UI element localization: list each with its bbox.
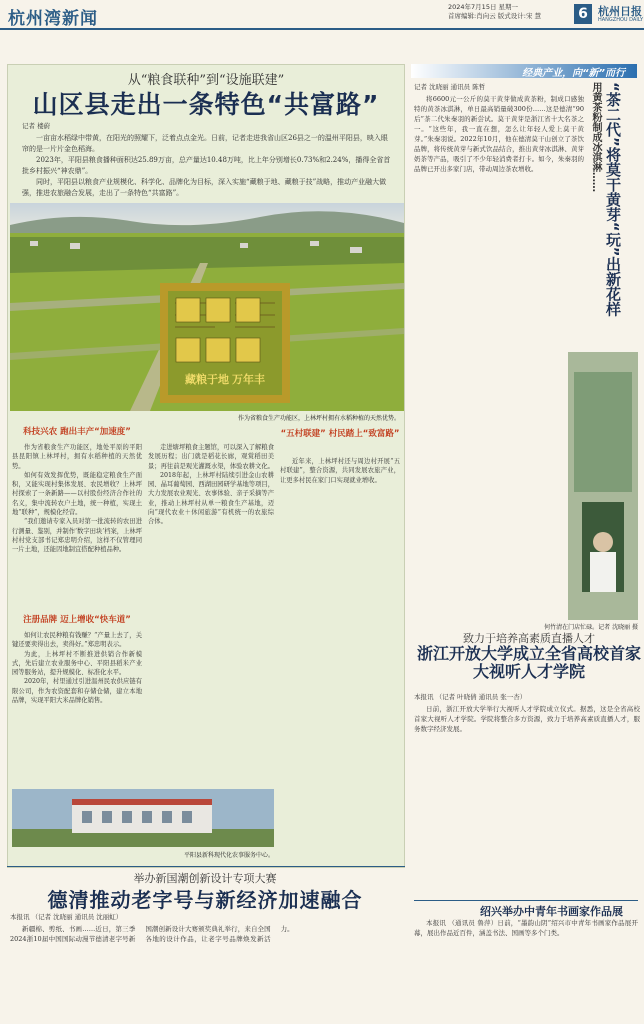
lead-paragraph: 一亩亩水稻绿中带黄，在阳光的照耀下，泛着点点金光。日前，记者走进我省山区26县之一的温州平阳县，映入眼帘的是一片片金色稻海。 [22, 134, 388, 153]
shop-illustration [568, 352, 638, 620]
lead-paragraph: 同时，平阳县以粮食产业规模化、科学化、品牌化为目标，深入实施“藏粮于地、藏粮于技”战略，推动产业融大做强，推进农旅融合发展，走出了一条特色“共富路”。 [22, 178, 387, 197]
story4-headline: 绍兴举办中青年书画家作品展 [480, 905, 623, 918]
section-3-head [12, 613, 142, 625]
right-byline: 记者 沈晓丽 通讯员 陈哲 [414, 83, 486, 91]
story2-kicker: 致力于培养高素质直播人才 [463, 632, 595, 645]
paper-logo-sub: HANGZHOU DAILY [598, 17, 643, 23]
section-2-body-b [280, 457, 400, 917]
lead-headline: 山区县走出一条特色“共富路” [32, 90, 380, 119]
body-paragraph: 走进塘坪粮食主题馆，可以深入了解粮食发展历程；出门就是稻花长廊，观赏稻田美景；再往前是观光灌溉水渠，体验农耕文化。 [148, 444, 274, 470]
paper-logo: 杭州日报 [598, 5, 642, 18]
right-body [414, 94, 584, 514]
section-band-title: 经典产业，向“新”而行 [522, 68, 625, 79]
body-paragraph: 近年来，上林坪村还与周边村开展“五村联建”，整合资源，共同发展农旅产业，让更多村民在家门口实现就业增收。 [280, 458, 400, 484]
story2-byline: 本报讯 （记者 叶晓倩 通讯员 张一杏） [414, 693, 527, 701]
body-paragraph: 如何有效发挥优势，既能稳定粮食生产面积，又能实现村集体发展、农民增收？上林坪村探索了一条新路——以村股份经济合作社的名义，集中流转农户土地，统一种植，实现土地“联种”，规模化经营。 [12, 471, 142, 517]
body-paragraph: 日前，浙江开放大学举行大视听人才学院成立仪式。据悉，这是全省高校首家大视听人才学院。学院将整合多方资源，致力于培养高素质直播人才，服务数字经济发展。 [414, 705, 640, 733]
story3-kicker: 举办新国潮创新设计专项大赛 [133, 872, 277, 885]
section-2-head [280, 427, 400, 439]
aerial-field-photo [10, 203, 404, 411]
service-center-photo [12, 789, 274, 847]
lead-story [7, 64, 405, 868]
story2-headline: 浙江开放大学成立全省高校首家大视听人才学院 [416, 644, 641, 681]
shop-photo [568, 352, 638, 620]
body-paragraph: 2020年，村里通过引进温州民农供应链有限公司，作为农资配套和存储仓储，建立本地品牌，实现平阳大米品牌化销售。 [12, 678, 142, 705]
section-1-body [12, 443, 142, 609]
story2-body [414, 704, 640, 864]
date-line: 2024年7月15日 星期一 [448, 3, 519, 11]
editor-line: 首席编辑:肖向云 版式设计:宋 慧 [448, 12, 542, 20]
body-paragraph: 将6600元一公斤的莫干黄芽做成黄茶粉，制成口感独特的黄茶冰淇淋，单日最高销量破300份……这是德清“90后”茶二代朱秦羽的新尝试。莫干黄芽是浙江省十大名茶之一。“这些年，我一直在想，怎么让年轻人爱上莫干黄芽。”朱秦羽说。2022年10月，他在德清莫干山创立了茶饮品牌，将传统黄芽与新式饮品结合，推出黄芽冰淇淋、黄芽奶茶等产品，吸引了不少年轻消费者打卡。如今，朱秦羽的品牌已开出多家门店，带动周边茶农增收。 [414, 95, 584, 173]
field-illustration [10, 203, 404, 411]
page-number: 6 [574, 4, 592, 24]
body-paragraph: 作为省粮食生产功能区，地处平原的平阳县昆阳镇上林坪村，拥有水稻种植的天然优势。 [12, 444, 142, 470]
section-name: 杭州湾新闻 [8, 9, 98, 29]
section-1-head [12, 425, 142, 437]
story3-byline: 本报讯 （记者 沈晓丽 通讯员 沈丽虹） [10, 913, 123, 921]
date-editor-info [448, 3, 541, 21]
lead-paragraph: 2023年，平阳县粮食播种面积达25.89万亩，总产量达10.48万吨，比上年分别增长0.73%和2.24%，播得全省首批乡村振兴“神农鼎”。 [22, 156, 391, 175]
section-band [411, 64, 637, 78]
lead-intro [22, 133, 392, 199]
body-paragraph: 2018年起，上林坪村陆续引进金山农耕园、晶耳葡萄园、西湖田园研学基地等项目，大力发展农业观光、农事体验、亲子采摘等产业，推动上林坪村从单一粮食生产基地，迈向“现代农业＋休闲旅游”有机统一的农旅综合体。 [148, 471, 274, 526]
lead-kicker: 从“粮食联种”到“设施联建” [127, 73, 285, 88]
vertical-subhead: 用黄茶粉制成冰淇淋…… [590, 82, 601, 192]
photo2-caption: 平阳县新科现代化农事服务中心。 [183, 852, 274, 859]
divider-rule [7, 866, 405, 867]
section-1-title: 科技兴农 跑出丰产“加速度” [23, 427, 131, 437]
masthead [0, 0, 644, 30]
building-illustration [12, 789, 274, 847]
section-3-title: 注册品牌 迈上增收“快车道” [23, 615, 131, 625]
body-paragraph: 新疆棉、剪纸、书画……近日，第三季2024浙10届中国国际动漫节德清老字号新国潮创新设计大赛颁奖典礼举行，来自全国各地的设计作品，让老字号品牌焕发新活力。 [10, 925, 294, 943]
divider-rule-2 [414, 900, 638, 901]
body-paragraph: 为此，上林坪村不断推进供销合作新模式，先后建立农业服务中心、平阳县稻米产业园等服务站，提升规模化、标准化水平。 [12, 650, 142, 677]
photo-caption: 作为省粮食生产功能区，上林坪村拥有水稻种植的天然优势。 [237, 415, 400, 422]
story3-headline: 德清推动老字号与新经济加速融合 [47, 888, 363, 912]
vertical-headline: “茶二代”将莫干黄芽“玩”出新花样 [604, 82, 622, 317]
field-art-text: 藏粮于地 万年丰 [184, 374, 266, 386]
body-paragraph: 本报讯 （通讯员 鲁萍）日前，“墨韵山阴”绍兴市中青年书画家作品展开幕，展出作品近百件，涵盖书法、国画等多个门类。 [414, 919, 638, 937]
lead-byline: 记者 楼蔚 [22, 122, 51, 130]
body-paragraph: “我们邀请专家入员对第一批流转的农田进行测量、鉴别，并制作‘数字田块’档案，上林坪村村党支部书记郑忠明介绍，这样不仅管理同一片土地，还能因地制宜搭配种植品种。 [12, 518, 142, 554]
story4-body [414, 918, 638, 1020]
story3-body [10, 924, 406, 1020]
section-3-body [12, 631, 142, 785]
body-paragraph: 如何让农民种粮有钱赚？“产量上去了，关键还要卖得出去，卖得好。”郑忠明表示。 [12, 632, 142, 649]
right-photo-caption: 何竹清在门店忙碌。记者 沈晓丽 摄 [544, 624, 638, 631]
section-2-title: “五村联建” 村民踏上“致富路” [280, 429, 400, 439]
